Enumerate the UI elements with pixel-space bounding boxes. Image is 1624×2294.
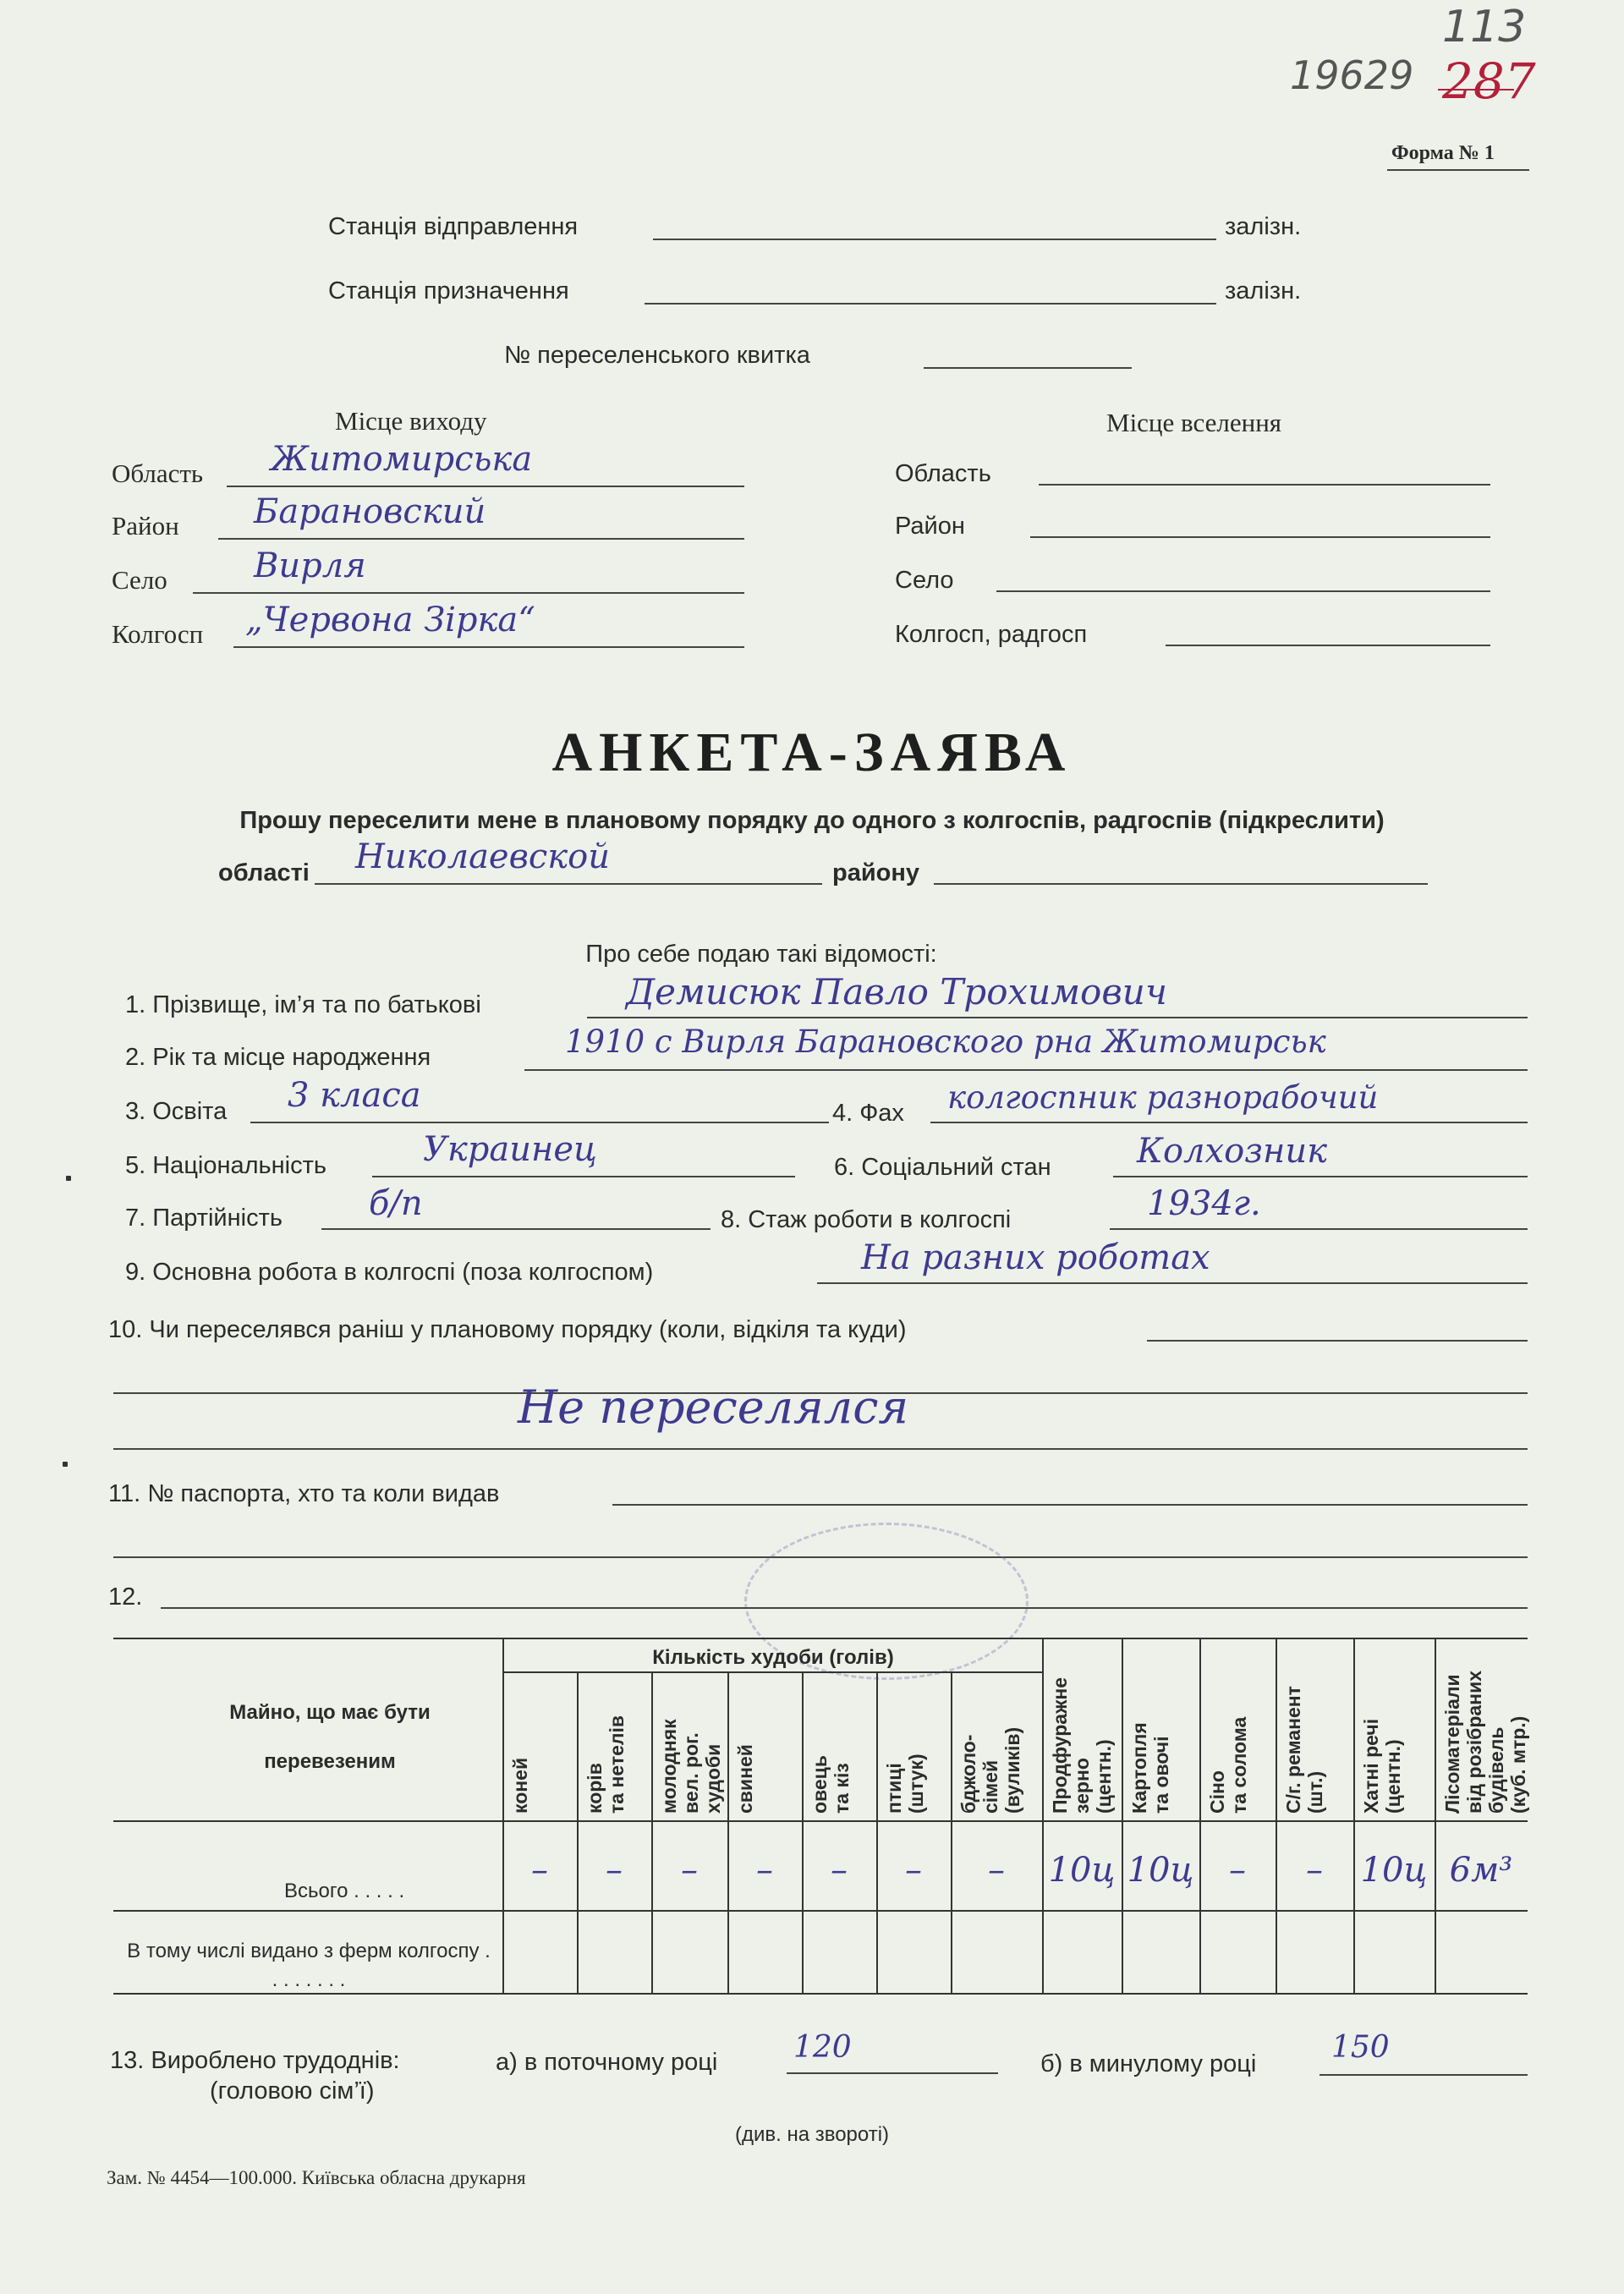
request-oblast-value: Николаевской — [355, 837, 611, 876]
farms-label: В тому числі видано з ферм колгоспу . . . . . . . . — [127, 1940, 491, 1991]
table-livestock-divider — [502, 1671, 1042, 1673]
table-total-value: – — [756, 1851, 773, 1890]
property-label: Майно, що має бути перевезеним — [229, 1701, 431, 1773]
dest-selo-line — [996, 590, 1490, 592]
field-5-label: 5. Національність — [125, 1152, 327, 1179]
dest-kolhosp-label: Колгосп, радгосп — [895, 621, 1088, 648]
dest-oblast-label: Область — [895, 460, 991, 487]
origin-kolhosp-label: Колгосп — [112, 619, 204, 649]
workdays-previous-line — [1320, 2074, 1528, 2076]
field-9-label: 9. Основна робота в колгоспі (поза колгоспом) — [125, 1259, 654, 1286]
table-column-divider — [1353, 1638, 1355, 1993]
dest-selo-label: Село — [895, 567, 954, 594]
origin-selo-label: Село — [112, 565, 167, 595]
table-border-top — [113, 1638, 1528, 1639]
workdays-current-line — [787, 2072, 998, 2074]
form-title: АНКЕТА-ЗАЯВА — [551, 722, 1073, 783]
workdays-sublabel: (головою сім’ї) — [210, 2077, 375, 2105]
table-column-divider — [727, 1671, 729, 1993]
table-column-divider — [951, 1671, 952, 1993]
workdays-current-label: а) в поточному році — [496, 2049, 718, 2076]
dest-oblast-line — [1039, 484, 1490, 486]
table-column-divider — [1435, 1638, 1436, 1993]
table-column-divider — [502, 1638, 504, 1993]
request-oblast-label: області — [218, 859, 310, 886]
field-5-value: Украинец — [423, 1130, 597, 1169]
table-column-divider — [1276, 1638, 1277, 1993]
see-reverse-note: (див. на звороті) — [734, 2123, 890, 2146]
dest-raion-label: Район — [895, 513, 965, 540]
origin-heading: Місце виходу — [335, 406, 487, 436]
dest-kolhosp-line — [1166, 645, 1490, 646]
destination-station-line — [645, 303, 1216, 305]
request-text: Прошу переселити мене в плановому порядку до одного з колгоспів, радгоспів (підкреслити) — [239, 807, 1385, 834]
printer-imprint: Зам. № 4454—100.000. Київська обласна друкарня — [107, 2167, 526, 2188]
origin-raion-line — [218, 538, 744, 540]
origin-kolhosp-line — [233, 646, 744, 648]
table-column-header: С/г. реманент (шт.) — [1282, 1686, 1326, 1814]
table-total-value: 6м³ — [1449, 1851, 1513, 1890]
request-oblast-line — [315, 883, 822, 885]
table-total-value: – — [1306, 1851, 1323, 1890]
pencil-sheet-number: 113 — [1442, 2, 1527, 52]
info-heading: Про себе подаю такі відомості: — [585, 941, 937, 968]
table-column-header: Продфуражне зерно (центн.) — [1049, 1677, 1115, 1814]
table-header-divider — [113, 1820, 1528, 1822]
table-column-header: птиці (штук) — [883, 1753, 927, 1814]
field-10-line-c — [113, 1448, 1528, 1450]
field-6-line — [1113, 1176, 1528, 1177]
workdays-current-value: 120 — [793, 2030, 852, 2065]
red-strike — [1438, 89, 1514, 91]
table-total-value: 10ц — [1048, 1851, 1116, 1890]
field-8-line — [1110, 1228, 1528, 1230]
field-6-label: 6. Соціальний стан — [834, 1154, 1051, 1181]
table-total-value: – — [831, 1851, 848, 1890]
field-7-line — [321, 1228, 710, 1230]
field-1-label: 1. Прізвище, ім’я та по батькові — [125, 991, 481, 1018]
table-column-divider — [577, 1671, 579, 1993]
field-10-line-a — [1147, 1340, 1528, 1342]
field-9-line — [817, 1282, 1528, 1284]
workdays-label: 13. Вироблено трудоднів: — [110, 2047, 400, 2074]
field-7-value: б/п — [369, 1184, 423, 1223]
table-column-header: свиней — [734, 1744, 756, 1814]
field-8-value: 1934г. — [1147, 1184, 1261, 1223]
departure-station-label: Станція відправлення — [328, 213, 579, 240]
table-column-header: Сіно та солома — [1206, 1716, 1250, 1814]
field-1-line — [587, 1017, 1528, 1018]
ticket-line — [924, 367, 1132, 369]
table-column-divider — [802, 1671, 804, 1993]
field-2-value: 1910 с Вирля Барановского рна Житомирськ — [565, 1024, 1326, 1060]
origin-kolhosp-value: „Червона Зірка“ — [245, 601, 535, 639]
field-11-line-a — [612, 1504, 1528, 1506]
table-total-value: – — [1229, 1851, 1246, 1890]
field-9-value: На разних роботах — [861, 1238, 1210, 1277]
form-label-underline — [1387, 169, 1529, 171]
table-total-value: 10ц — [1360, 1851, 1428, 1890]
table-column-divider — [1199, 1638, 1201, 1993]
field-11-label: 11. № паспорта, хто та коли видав — [108, 1480, 500, 1507]
margin-mark — [66, 1176, 71, 1181]
field-3-label: 3. Освіта — [125, 1098, 228, 1125]
field-7-label: 7. Партійність — [125, 1205, 283, 1232]
field-12-line — [161, 1607, 1528, 1609]
destination-station-label: Станція призначення — [328, 277, 569, 305]
field-2-label: 2. Рік та місце народження — [125, 1044, 431, 1071]
table-total-value: – — [905, 1851, 922, 1890]
table-column-header: бджоло- сімей (вуликів) — [957, 1726, 1023, 1814]
origin-raion-value: Барановский — [254, 492, 486, 531]
field-3-line — [250, 1122, 829, 1123]
table-column-divider — [876, 1671, 878, 1993]
form-label: Форма № 1 — [1391, 142, 1495, 164]
table-column-divider — [1122, 1638, 1123, 1993]
field-4-value: колгоспник разнорабочий — [947, 1079, 1379, 1116]
table-total-value: – — [531, 1851, 548, 1890]
origin-oblast-label: Область — [112, 458, 204, 488]
red-sheet-number: 287 — [1442, 52, 1536, 110]
table-total-value: – — [988, 1851, 1005, 1890]
table-row-divider — [113, 1910, 1528, 1912]
livestock-header: Кількість худоби (голів) — [652, 1646, 894, 1669]
origin-oblast-line — [227, 486, 744, 487]
field-6-value: Колхозник — [1137, 1132, 1327, 1171]
workdays-previous-value: 150 — [1331, 2030, 1390, 2065]
dest-raion-line — [1030, 536, 1490, 538]
field-2-line — [524, 1069, 1528, 1071]
field-8-label: 8. Стаж роботи в колгоспі — [721, 1206, 1012, 1233]
table-column-header: овець та кіз — [809, 1755, 853, 1814]
workdays-previous-label: б) в минулому році — [1040, 2050, 1257, 2077]
origin-selo-value: Вирля — [254, 546, 366, 585]
departure-station-line — [653, 239, 1216, 240]
table-total-value: – — [681, 1851, 698, 1890]
table-column-divider — [651, 1671, 653, 1993]
table-total-value: 10ц — [1127, 1851, 1194, 1890]
field-4-line — [930, 1122, 1528, 1123]
total-label: Всього . . . . . — [284, 1880, 405, 1902]
field-4-label: 4. Фах — [832, 1100, 904, 1127]
table-column-header: молодняк вел. рог. худоби — [658, 1719, 724, 1814]
field-12-label: 12. — [108, 1583, 143, 1611]
table-column-header: Лісоматеріали від розібраних будівель (куб. мтр.) — [1441, 1670, 1529, 1814]
departure-rail-suffix: залізн. — [1225, 213, 1302, 240]
margin-mark — [63, 1462, 68, 1467]
table-column-header: Картопля та овочі — [1128, 1722, 1172, 1814]
table-column-header: корів та нетелів — [584, 1715, 628, 1814]
request-raion-line — [934, 883, 1428, 885]
field-10-value: Не переселялся — [518, 1380, 909, 1434]
ticket-label: № переселенського квитка — [504, 342, 810, 369]
origin-selo-line — [193, 592, 744, 594]
table-column-divider — [1042, 1638, 1044, 1993]
field-1-value: Демисюк Павло Трохимович — [626, 971, 1167, 1013]
table-column-header: коней — [509, 1757, 531, 1814]
field-3-value: 3 класа — [288, 1076, 421, 1115]
request-raion-label: району — [832, 859, 920, 886]
field-10-label: 10. Чи переселявся раніш у плановому порядку (коли, відкіля та куди) — [108, 1316, 907, 1343]
table-total-value: – — [606, 1851, 623, 1890]
origin-oblast-value: Житомирська — [271, 440, 533, 479]
table-column-header: Хатні речі (центн.) — [1360, 1718, 1404, 1814]
destination-rail-suffix: залізн. — [1225, 277, 1302, 305]
archive-number: 19629 — [1290, 52, 1414, 98]
destination-heading: Місце вселення — [1106, 408, 1282, 437]
origin-raion-label: Район — [112, 511, 179, 541]
field-5-line — [372, 1176, 795, 1177]
